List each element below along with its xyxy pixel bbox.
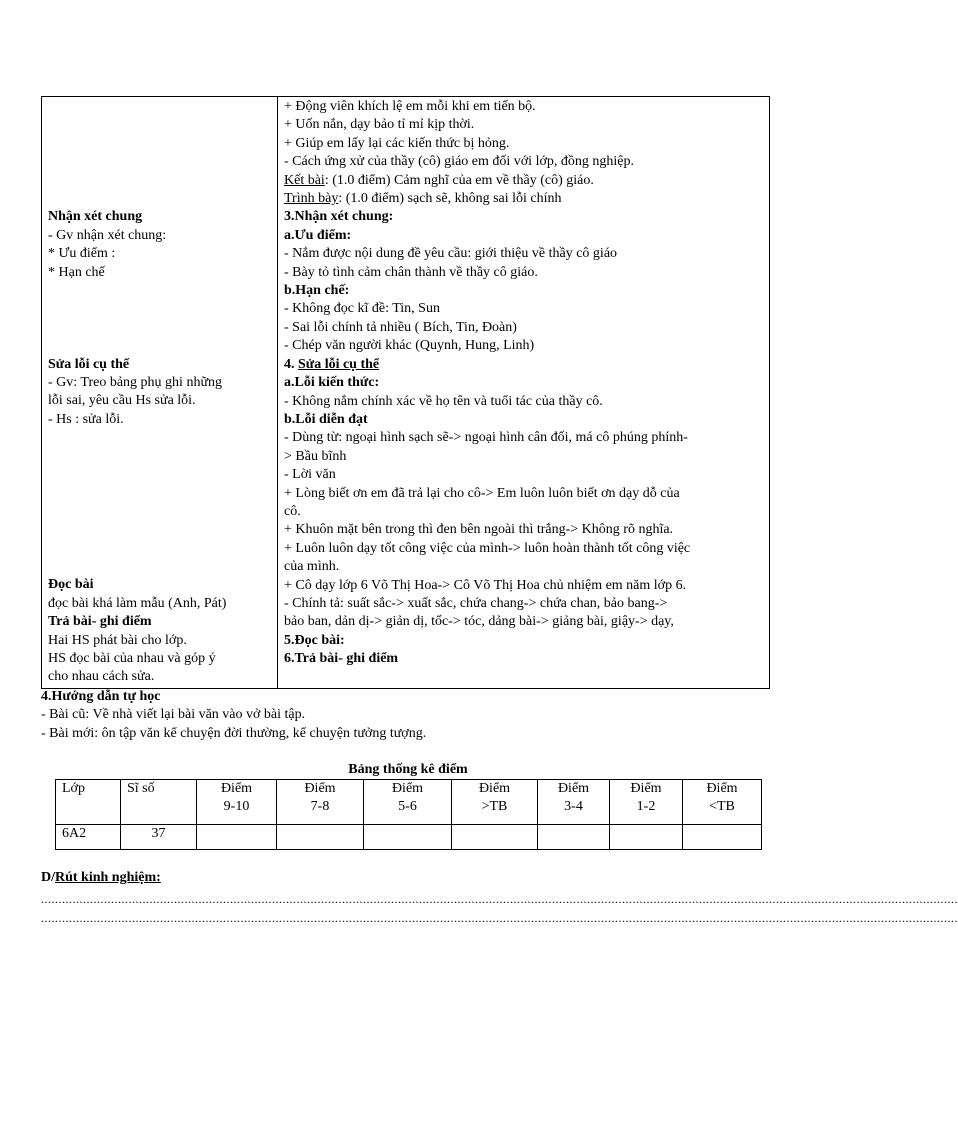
stats-value-cell	[452, 825, 538, 850]
stats-header-text: Điểm	[304, 781, 336, 796]
teacher-activity-line	[48, 172, 271, 190]
content-line: + Cô dạy lớp 6 Võ Thị Hoa-> Cô Võ Thị Hoa chủ nhiệm em năm lớp 6.	[284, 577, 687, 593]
content-line: + Uốn nắn, dạy bảo tỉ mỉ kịp thời.	[284, 117, 475, 133]
content-column	[278, 97, 770, 689]
self-study-heading: 4.Hướng dẫn tự học	[41, 689, 161, 704]
teacher-activity-line: cho nhau cách sửa.	[48, 669, 155, 685]
content-line: a.Ưu điểm:	[284, 227, 352, 243]
stats-header-text: <TB	[709, 799, 735, 815]
content-line: b.Lỗi diễn đạt	[284, 411, 368, 427]
stats-value-cell	[538, 825, 610, 850]
experience-heading	[41, 870, 161, 886]
teacher-activity-line	[48, 466, 271, 484]
stats-table	[55, 779, 762, 850]
teacher-activity-line: Nhận xét chung	[48, 209, 143, 225]
content-line: > Bầu bĩnh	[284, 448, 347, 464]
content-line: bảo ban, dản dị-> giản dị, tốc-> tóc, dảng bài-> giảng bài, giậy-> dạy,	[284, 614, 674, 630]
self-study-section	[41, 688, 426, 743]
content-line: + Luôn luôn dạy tốt công việc của mình-> luôn hoàn thành tốt công việc	[284, 540, 691, 556]
stats-value-cell	[610, 825, 683, 850]
content-line	[284, 356, 763, 374]
stats-header-text: Sĩ số	[127, 781, 155, 796]
stats-header-cell	[452, 780, 538, 825]
stats-header-cell	[121, 780, 197, 825]
stats-header-text: >TB	[481, 799, 508, 815]
stats-header-text: Điểm	[630, 781, 662, 796]
content-line: - Không nắm chính xác về họ tên và tuổi tác của thầy cô.	[284, 393, 603, 409]
content-line-text: Sửa lỗi cụ thể	[298, 356, 380, 372]
content-line: - Dùng từ: ngoại hình sạch sẽ-> ngoại hình cân đối, má cô phúng phính-	[284, 430, 688, 446]
self-study-line-new: - Bài mới: ôn tập văn kể chuyện đời thường, kể chuyện tưởng tượng.	[41, 725, 427, 741]
teacher-activity-line	[48, 135, 271, 153]
content-line-text: : (1.0 điểm) sạch sẽ, không sai lỗi chính	[338, 191, 562, 207]
stats-header-text: 7-8	[310, 799, 330, 815]
teacher-activity-line	[48, 521, 271, 539]
teacher-activity-line: * Ưu điểm :	[48, 246, 116, 262]
content-line: cô.	[284, 503, 301, 519]
teacher-activity-line: - Hs : sửa lỗi.	[48, 411, 124, 427]
stats-header-cell	[277, 780, 364, 825]
stats-header-text: Lớp	[62, 781, 85, 796]
self-study-line-old: - Bài cũ: Về nhà viết lại bài văn vào vở bài tập.	[41, 707, 306, 723]
content-line-text: : (1.0 điểm) Cảm nghĩ của em về thầy (cô) giáo.	[324, 172, 594, 188]
experience-title: Rút kinh nghiệm:	[55, 870, 161, 885]
stats-header-cell	[538, 780, 610, 825]
stats-header-text: Điểm	[478, 781, 511, 796]
content-line-prefix: Kết bài	[284, 172, 325, 188]
teacher-activity-line: HS đọc bài của nhau và góp ý	[48, 650, 216, 666]
teacher-activity-line	[48, 429, 271, 447]
stats-header-text: Điểm	[220, 781, 253, 796]
content-line: - Chép văn người khác (Quynh, Hung, Linh)	[284, 338, 535, 354]
stats-header-cell	[610, 780, 683, 825]
content-line: a.Lỗi kiến thức:	[284, 375, 380, 391]
stats-header-text: 9-10	[223, 799, 250, 815]
teacher-activity-line	[48, 98, 271, 116]
stats-value-cell	[197, 825, 277, 850]
content-line: - Bày tỏ tình cảm chân thành về thầy cô giáo.	[284, 264, 538, 280]
teacher-activity-line: * Hạn chế	[48, 264, 105, 280]
teacher-activity-column	[42, 97, 278, 689]
content-line: - Nắm được nội dung đề yêu cầu: giới thiệu về thầy cô giáo	[284, 246, 618, 262]
content-line: - Chính tả: suất sắc-> xuất sắc, chứa chang-> chứa chan, bảo bang->	[284, 595, 668, 611]
stats-value-cell: 6A2	[56, 825, 121, 850]
dotted-line-2: ......................................................................................................................................................................................................................................................................	[41, 911, 958, 925]
dotted-line-1: ......................................................................................................................................................................................................................................................................	[41, 892, 958, 906]
content-line-prefix: 4.	[284, 356, 298, 372]
stats-header-text: 5-6	[398, 799, 417, 815]
content-line: + Lòng biết ơn em đã trả lại cho cô-> Em luôn luôn biết ơn dạy dỗ của	[284, 485, 680, 501]
teacher-activity-line: - Gv nhận xét chung:	[48, 227, 167, 243]
teacher-activity-line	[48, 448, 271, 466]
teacher-activity-line	[48, 190, 271, 208]
teacher-activity-line	[48, 558, 271, 576]
teacher-activity-line: Hai HS phát bài cho lớp.	[48, 632, 187, 648]
content-line	[284, 172, 763, 190]
experience-prefix: D/	[41, 870, 55, 885]
teacher-activity-line	[48, 337, 271, 355]
content-line: của mình.	[284, 559, 340, 575]
teacher-activity-line	[48, 116, 271, 134]
content-line: - Cách ứng xử của thầy (cô) giáo em đối với lớp, đồng nghiệp.	[284, 154, 634, 170]
teacher-activity-line: - Gv: Treo bảng phụ ghi những	[48, 374, 223, 390]
content-line: - Không đọc kĩ đề: Tin, Sun	[284, 301, 440, 317]
content-line: 6.Trả bài- ghi điểm	[284, 651, 399, 667]
stats-header-text: Điểm	[557, 781, 590, 796]
stats-value-cell	[683, 825, 762, 850]
content-line	[284, 669, 763, 687]
teacher-activity-line: Trả bài- ghi điểm	[48, 614, 152, 630]
teacher-activity-line	[48, 153, 271, 171]
stats-value-cell	[364, 825, 452, 850]
teacher-activity-line	[48, 300, 271, 318]
stats-header-cell	[364, 780, 452, 825]
stats-header-cell	[56, 780, 121, 825]
teacher-activity-line	[48, 540, 271, 558]
content-line: b.Hạn chế:	[284, 283, 350, 299]
stats-value-cell	[277, 825, 364, 850]
content-line: - Sai lỗi chính tả nhiều ( Bích, Tin, Đoàn)	[284, 319, 517, 335]
stats-value-cell: 37	[121, 825, 197, 850]
teacher-activity-line: đọc bài khá làm mẫu (Anh, Pát)	[48, 595, 227, 611]
teacher-activity-line: Đọc bài	[48, 577, 94, 593]
stats-title: Bảng thống kê điểm	[348, 762, 468, 777]
teacher-activity-line: Sửa lỗi cụ thể	[48, 356, 130, 372]
stats-header-text: Điểm	[706, 781, 738, 796]
stats-header-text: Điểm	[391, 781, 424, 796]
teacher-activity-line	[48, 282, 271, 300]
teacher-activity-line: lỗi sai, yêu cầu Hs sửa lỗi.	[48, 393, 196, 409]
content-line: - Lời văn	[284, 467, 336, 483]
stats-header-text: 3-4	[564, 799, 583, 815]
content-line: 5.Đọc bài:	[284, 632, 345, 648]
content-line: + Khuôn mặt bên trong thì đen bên ngoài thì trắng-> Không rõ nghĩa.	[284, 522, 674, 538]
stats-header-cell	[197, 780, 277, 825]
content-line: 3.Nhận xét chung:	[284, 209, 394, 225]
content-line: + Động viên khích lệ em mỗi khi em tiến bộ.	[284, 99, 536, 114]
teacher-activity-line	[48, 484, 271, 502]
content-line-prefix: Trình bày	[284, 191, 339, 207]
lesson-table	[41, 96, 770, 689]
stats-header-cell	[683, 780, 762, 825]
stats-header-text: 1-2	[636, 799, 656, 815]
teacher-activity-line	[48, 503, 271, 521]
content-line	[284, 190, 763, 208]
content-line: + Giúp em lấy lại các kiến thức bị hỏng.	[284, 135, 510, 151]
teacher-activity-line	[48, 319, 271, 337]
